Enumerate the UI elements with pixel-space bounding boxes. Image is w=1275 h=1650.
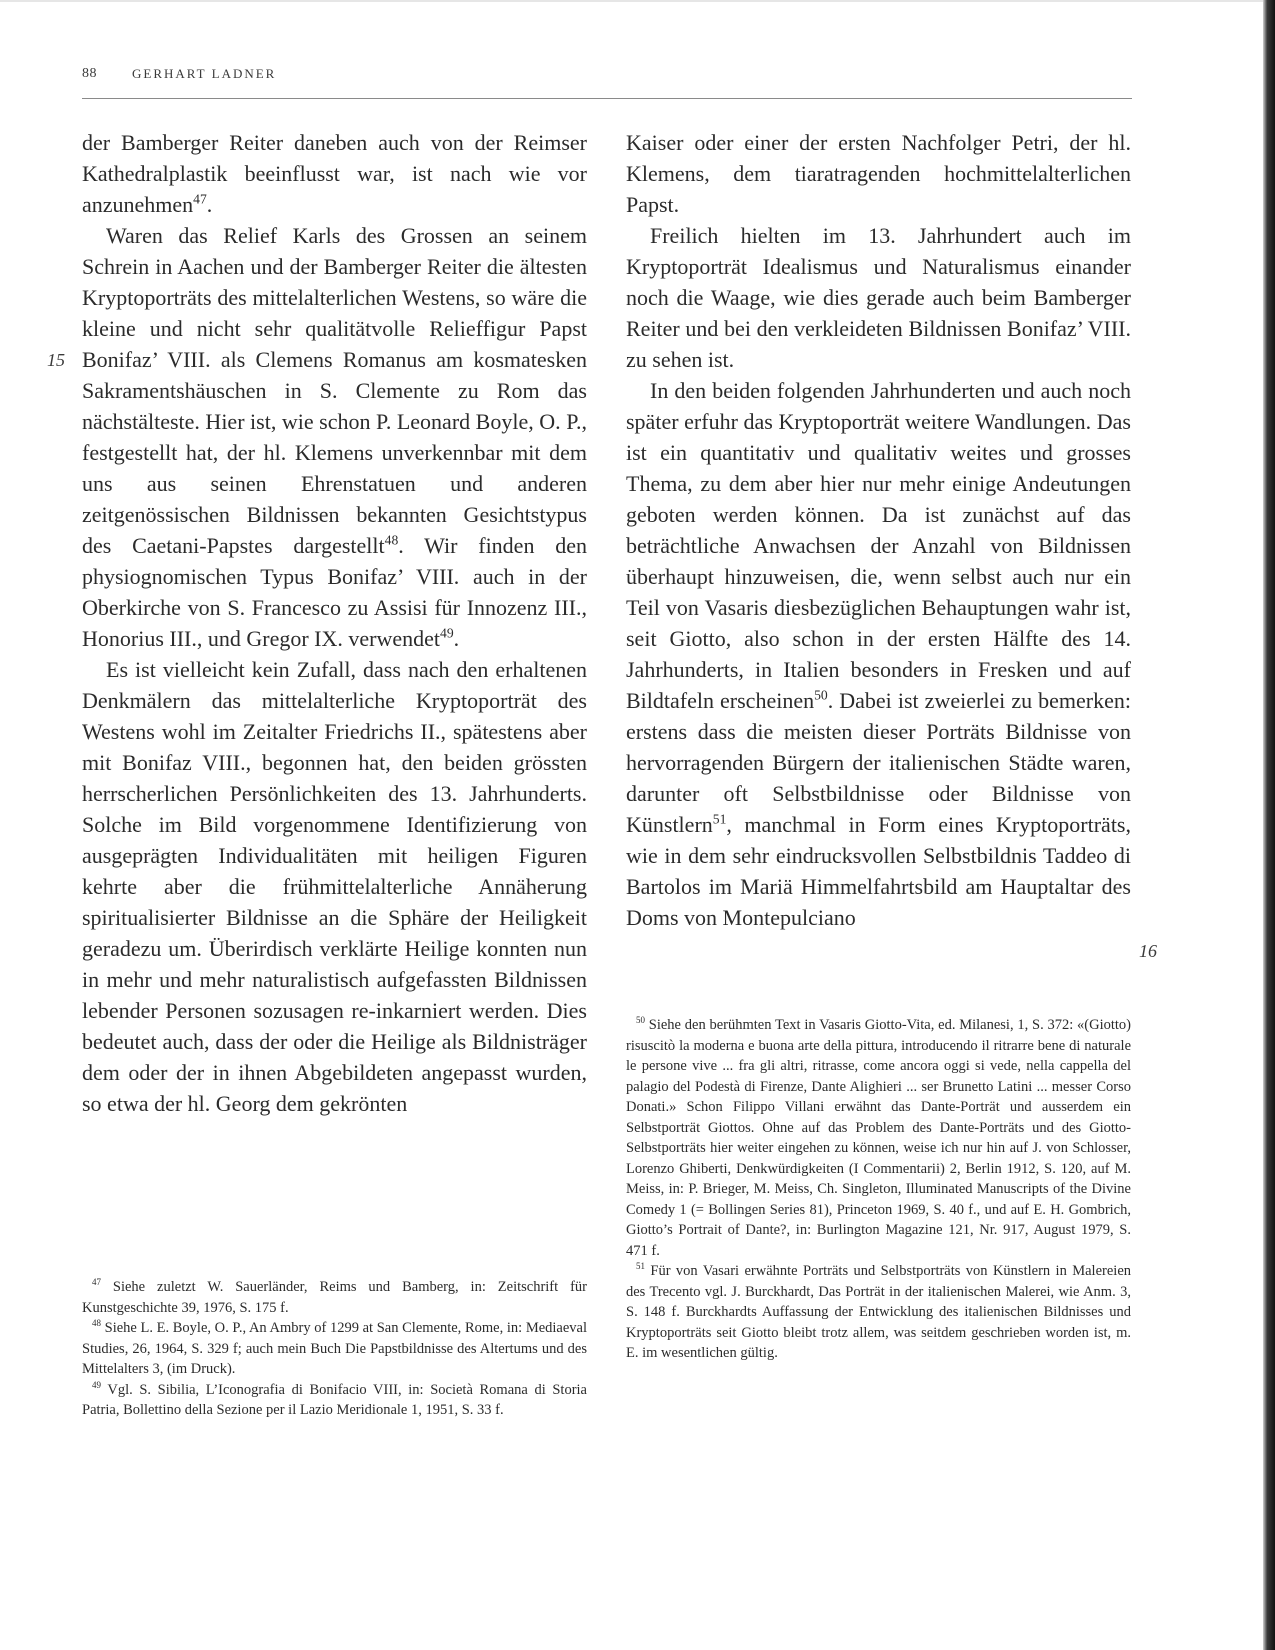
page-header	[82, 66, 1132, 88]
paragraph	[626, 375, 1131, 933]
footnote-number: 48	[92, 1318, 101, 1329]
text-run: .	[206, 192, 213, 217]
running-head: GERHART LADNER	[132, 66, 277, 81]
footnote-text: Siehe L. E. Boyle, O. P., An Ambry of 1299 at San Clemente, Rome, in: Mediaeval Studies, 26, 1964, S. 329 f; auch mein Buch Die Papstbildnisse des Altertums und des Mittelalters 3, (im Druck).	[82, 1320, 588, 1377]
footnote-ref: 49	[440, 625, 454, 641]
paragraph: Kaiser oder einer der ersten Nachfolger Petri, der hl. Klemens, dem tiaratragenden hochmittelalterlichen Papst.	[626, 130, 1131, 217]
footnote-number: 49	[92, 1379, 101, 1390]
footnote-ref: 51	[712, 811, 727, 827]
footnotes-left	[82, 1277, 587, 1421]
paragraph: Es ist vielleicht kein Zufall, dass nach den erhaltenen Denkmälern das mittelalterliche Kryptoporträt des Westens wohl im Zeitalter Friedrichs II., spätestens aber mit Bonifaz VIII., begonnen hat, den beiden grössten herrscherlichen Persönlichkeiten des 13. Jahrhunderts. Solche im Bild vorgenommene Identifizierung von ausgeprägten Individualitäten mit heiligen Figuren kehrte aber die frühmittelalterliche Annäherung spiritualisierter Bildnisse an die Sphäre der Heiligkeit geradezu um. Überirdisch verklärte Heilige konnten nun in mehr und mehr naturalistisch aufgefassten Bildnissen lebender Personen sozusagen re-inkarniert werden. Dies bedeutet auch, dass der oder die Heilige als Bildnisträger dem oder der in ihnen Abgebildeten angepasst wurden, so etwa der hl. Georg dem gekrönten	[82, 657, 587, 1116]
margin-line-number-left: 15	[47, 350, 65, 370]
paragraph	[82, 127, 587, 220]
text-run: Waren das Relief Karls des Grossen an seinem Schrein in Aachen und der Bamberger Reiter die ältesten Kryptoporträts des mittelalterlichen Westens, so wäre die kleine und nicht sehr qualitätvolle Relieffigur Papst Bonifaz’ VIII. als Clemens Romanus am kosmatesken Sakramentshäuschen in S. Clemente zu Rom das nächstälteste. Hier ist, wie schon P. Leonard Boyle, O. P., festgestellt hat, der hl. Klemens unverkennbar mit dem uns aus seinen Ehrenstatuen und anderen zeitgenössischen Bildnissen bekannten Gesichtstypus des Caetani-Papstes dargestellt	[82, 223, 587, 558]
text-run: .	[453, 626, 460, 651]
footnote	[626, 1261, 1131, 1364]
header-rule	[82, 98, 1132, 99]
margin-line-number-right: 16	[1139, 941, 1157, 961]
footnote	[82, 1277, 587, 1318]
footnote-ref: 50	[814, 687, 828, 703]
footnote-number: 47	[92, 1277, 101, 1288]
scan-right-edge	[1263, 0, 1275, 1650]
text-run: . Dabei ist zweierlei zu bemerken: erstens dass die meisten dieser Porträts Bildnisse von hervorragenden Bürgern der italienischen Städte waren, darunter oft Selbstbildnisse oder Bildnisse von Künstlern	[626, 688, 1131, 837]
footnote	[82, 1380, 587, 1421]
footnote-ref: 48	[384, 532, 399, 548]
footnote-text: Siehe den berühmten Text in Vasaris Giotto-Vita, ed. Milanesi, 1, S. 372: «(Giotto) risuscitò la moderna e buona arte della pittura, introducendo il ritrarre bene di naturale le persone vive ... fra gli altri, ritrasse, come ancora oggi si vede, nella cappella del palagio del Podestà di Firenze, Dante Alighieri ... ser Brunetto Latini ... messer Corso Donati.» Schon Filippo Villani erwähnt das Dante-Porträt und ausserdem ein Selbstporträt Giottos. Ohne auf das Problem des Dante-Porträts und des Giotto-Selbstporträts hier weiter eingehen zu können, weise ich nur hin auf J. von Schlosser, Lorenzo Ghiberti, Denkwürdigkeiten (I Commentarii) 2, Berlin 1912, S. 120, auf M. Meiss, in: P. Brieger, M. Meiss, Ch. Singleton, Illuminated Manuscripts of the Divine Comedy 1 (= Bollingen Series 81), Princeton 1969, S. 40 f., und auf E. H. Gombrich, Giotto’s Portrait of Dante?, in: Burlington Magazine 121, Nr. 917, August 1979, S. 471 f.	[626, 1017, 1131, 1259]
text-run: der Bamberger Reiter daneben auch von der Reimser Kathedralplastik beeinflusst war, ist nach wie vor anzunehmen	[82, 130, 587, 217]
footnote-text: Siehe zuletzt W. Sauerländer, Reims und Bamberg, in: Zeitschrift für Kunstgeschichte 39, 1976, S. 175 f.	[82, 1279, 587, 1316]
footnote	[82, 1318, 587, 1380]
footnote-text: Für von Vasari erwähnte Porträts und Selbstporträts von Künstlern in Malereien des Trecento vgl. J. Burckhardt, Das Porträt in der italienischen Malerei, wie Anm. 3, S. 148 f. Burckhardts Auffassung der Entwicklung des italienischen Bildnisses und Kryptoporträts seit Giotto bleibt trotz allem, was seitdem geschrieben worden ist, m. E. im wesentlichen gültig.	[626, 1263, 1131, 1361]
page-number: 88	[82, 66, 97, 81]
text-run: In den beiden folgenden Jahrhunderten und auch noch später erfuhr das Kryptoporträt weitere Wandlungen. Das ist ein quantitativ und qualitativ weites und grosses Thema, zu dem aber hier nur mehr einige Andeutungen geboten werden können. Da ist zunächst auf das beträchtliche Anwachsen der Anzahl von Bildnissen überhaupt hinzuweisen, die, wenn selbst auch nur ein Teil von Vasaris diesbezüglichen Behauptungen wahr ist, seit Giotto, also schon in der ersten Hälfte des 14. Jahrhunderts, in Italien besonders in Fresken und auf Bildtafeln erscheinen	[626, 378, 1131, 713]
text-run: , manchmal in Form eines Kryptoporträts, wie in dem sehr eindrucksvollen Selbstbildnis Taddeo di Bartolos im Mariä Himmelfahrtsbild am Hauptaltar des Doms von Montepulciano	[626, 812, 1131, 930]
footnotes-right	[626, 1015, 1131, 1364]
footnote	[626, 1015, 1131, 1261]
paragraph: Freilich hielten im 13. Jahrhundert auch im Kryptoporträt Idealismus und Naturalismus einander noch die Waage, wie dies gerade auch beim Bamberger Reiter und bei den verkleideten Bildnissen Bonifaz’ VIII. zu sehen ist.	[626, 223, 1131, 372]
footnote-number: 51	[636, 1261, 645, 1272]
text-run: . Wir finden den physiognomischen Typus Bonifaz’ VIII. auch in der Oberkirche von S. Francesco zu Assisi für Innozenz III., Honorius III., und Gregor IX. verwendet	[82, 533, 587, 651]
scan-top-edge	[0, 0, 1263, 2]
footnote-number: 50	[636, 1015, 645, 1026]
right-column	[626, 127, 1131, 933]
footnote-ref: 47	[193, 191, 207, 207]
left-column	[82, 127, 587, 1119]
footnote-text: Vgl. S. Sibilia, L’Iconografia di Bonifacio VIII, in: Società Romana di Storia Patria, Bollettino della Sezione per il Lazio Meridionale 1, 1951, S. 33 f.	[82, 1381, 587, 1418]
paragraph	[82, 220, 587, 654]
